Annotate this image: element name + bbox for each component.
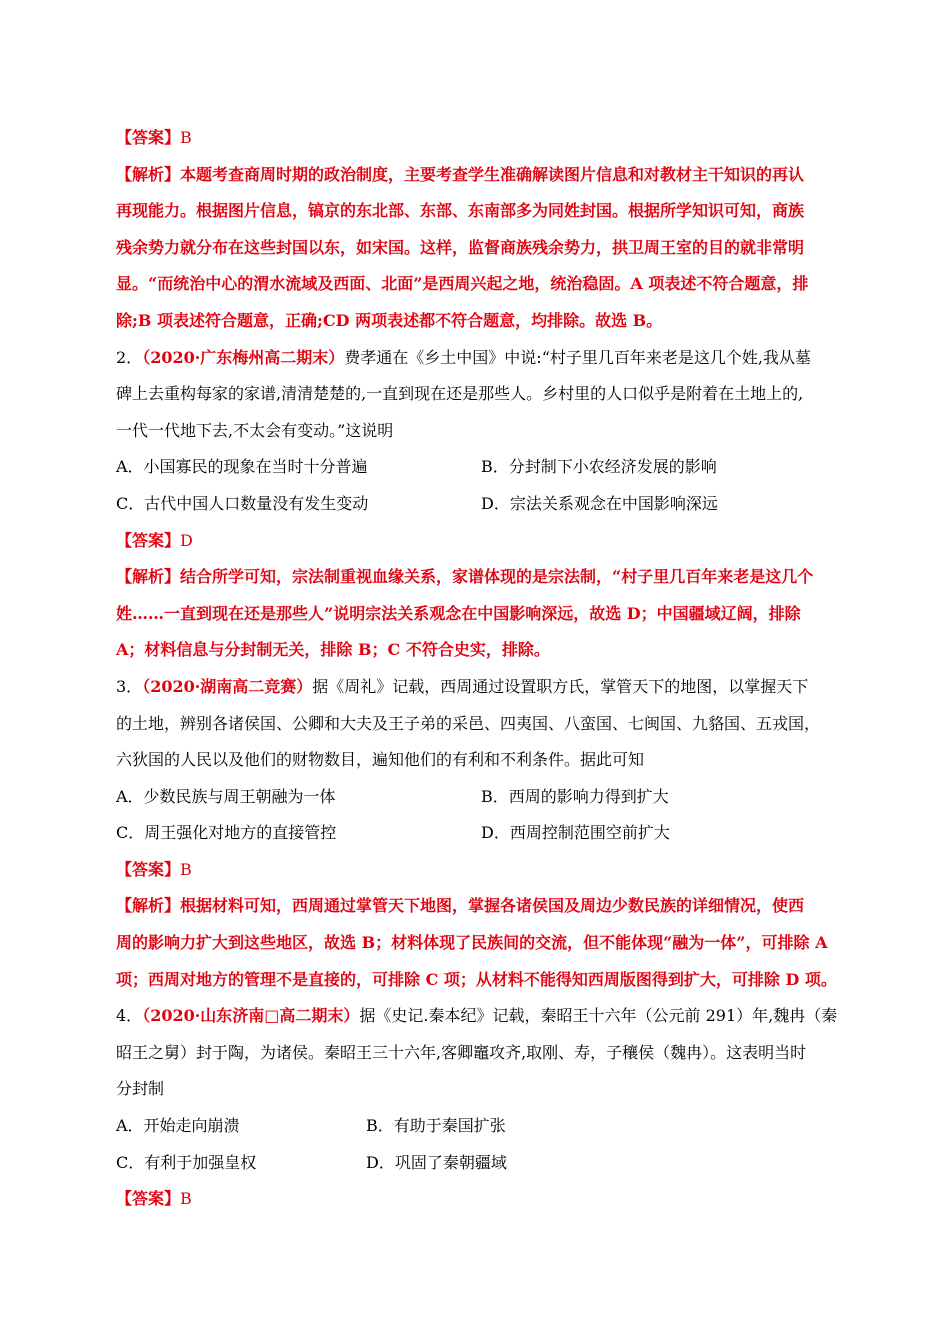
q4-option-d: D．巩固了秦朝疆域	[366, 1152, 507, 1172]
q3-stem-line-3: 六狄国的人民以及他们的财物数目，遍知他们的有利和不利条件。据此可知	[116, 750, 645, 770]
q4-stem-line-2: 昭王之舅）封于陶，为诸侯。秦昭王三十六年,客卿竈攻齐,取刚、寿，子穰侯（魏冉）。这表明当时	[116, 1042, 807, 1062]
q1-answer: 【答案】B	[116, 128, 192, 147]
q2-stem-line-3: 一代一代地下去,不太会有变动。”这说明	[116, 420, 394, 440]
q2-analysis-line-1: 【解析】结合所学可知，宗法制重视血缘关系，家谱体现的是宗法制，“村子里几百年来老是这几个	[116, 567, 814, 587]
q2-stem-line-1: 2．（2020·广东梅州高二期末）费孝通在《乡土中国》中说:“村子里几百年来老是这几个姓,我从墓	[116, 347, 811, 367]
q3-option-a: A．少数民族与周王朝融为一体	[116, 786, 336, 806]
q3-answer: 【答案】B	[116, 859, 192, 879]
q2-source: （2020·广东梅州高二期末）	[142, 347, 345, 367]
q2-analysis-line-3: A；材料信息与分封制无关，排除 B；C 不符合史实，排除。	[116, 640, 550, 660]
q3-options-row-2	[116, 815, 840, 852]
q3-stem-line-2: 的土地，辨别各诸侯国、公卿和大夫及王子弟的采邑、四夷国、八蛮国、七闽国、九貉国、五戎国，	[116, 713, 821, 733]
q2-options-row-2	[116, 486, 840, 523]
q4-option-a: A．开始走向崩溃	[116, 1116, 240, 1136]
q3-options-row-1	[116, 779, 840, 816]
q4-options-row-2	[116, 1145, 840, 1182]
q3-analysis-line-1: 【解析】根据材料可知，西周通过掌管天下地图，掌握各诸侯国及周边少数民族的详细情况，使西	[116, 896, 805, 916]
q3-analysis-line-3: 项；西周对地方的管理不是直接的，可排除 C 项；从材料不能得知西周版图得到扩大，可排除 D 项。	[116, 969, 837, 989]
q4-source: （2020·山东济南□高二期末）	[142, 1006, 360, 1026]
q2-option-c: C．古代中国人口数量没有发生变动	[116, 493, 369, 513]
q4-stem-line-3: 分封制	[116, 1079, 165, 1099]
q1-analysis-line-1: 【解析】本题考查商周时期的政治制度，主要考查学生准确解读图片信息和对教材主干知识的再认	[116, 164, 805, 184]
q2-analysis-line-2: 姓……一直到现在还是那些人”说明宗法关系观念在中国影响深远，故选 D；中国疆域辽阔，排除	[116, 603, 801, 623]
q4-answer: 【答案】B	[116, 1189, 192, 1209]
q2-stem-line-2: 碑上去重构每家的家谱,清清楚楚的,一直到现在还是那些人。乡村里的人口似乎是附着在土地上的,	[116, 384, 804, 404]
q1-analysis-line-5: 除;B 项表述符合题意，正确;CD 两项表述都不符合题意，均排除。故选 B。	[116, 310, 663, 330]
q4-option-c: C．有利于加强皇权	[116, 1152, 257, 1172]
q3-option-b: B．西周的影响力得到扩大	[481, 786, 669, 806]
q3-stem-line-1: 3．（2020·湖南高二竞赛）据《周礼》记载，西周通过设置职方氏，掌管天下的地图，以掌握天下	[116, 676, 809, 696]
q4-option-b: B．有助于秦国扩张	[366, 1116, 506, 1136]
q1-analysis-line-4: 显。“而统治中心的渭水流域及西面、北面”是西周兴起之地，统治稳固。A 项表述不符合题意，排	[116, 274, 809, 294]
q4-stem-line-1: 4．（2020·山东济南□高二期末）据《史记.秦本纪》记载，秦昭王十六年（公元前 291）年,魏冉（秦	[116, 1006, 838, 1026]
q2-answer: 【答案】D	[116, 530, 193, 550]
q3-option-d: D．西周控制范围空前扩大	[481, 823, 670, 843]
q1-analysis-line-2: 再现能力。根据图片信息，镐京的东北部、东部、东南部多为同姓封国。根据所学知识可知，商族	[116, 201, 805, 221]
q2-option-d: D．宗法关系观念在中国影响深远	[481, 493, 718, 513]
q3-source: （2020·湖南高二竞赛）	[142, 676, 313, 696]
q2-options-row-1	[116, 449, 840, 486]
q2-option-a: A．小国寡民的现象在当时十分普遍	[116, 457, 368, 477]
q3-analysis-line-2: 周的影响力扩大到这些地区，故选 B；材料体现了民族间的交流，但不能体现“融为一体”，可排除 A	[116, 933, 828, 953]
q4-options-row-1	[116, 1108, 840, 1145]
q3-option-c: C．周王强化对地方的直接管控	[116, 823, 337, 843]
q2-option-b: B．分封制下小农经济发展的影响	[481, 457, 717, 477]
q1-analysis-line-3: 残余势力就分布在这些封国以东，如宋国。这样，监督商族残余势力，拱卫周王室的目的就非常明	[116, 237, 805, 257]
